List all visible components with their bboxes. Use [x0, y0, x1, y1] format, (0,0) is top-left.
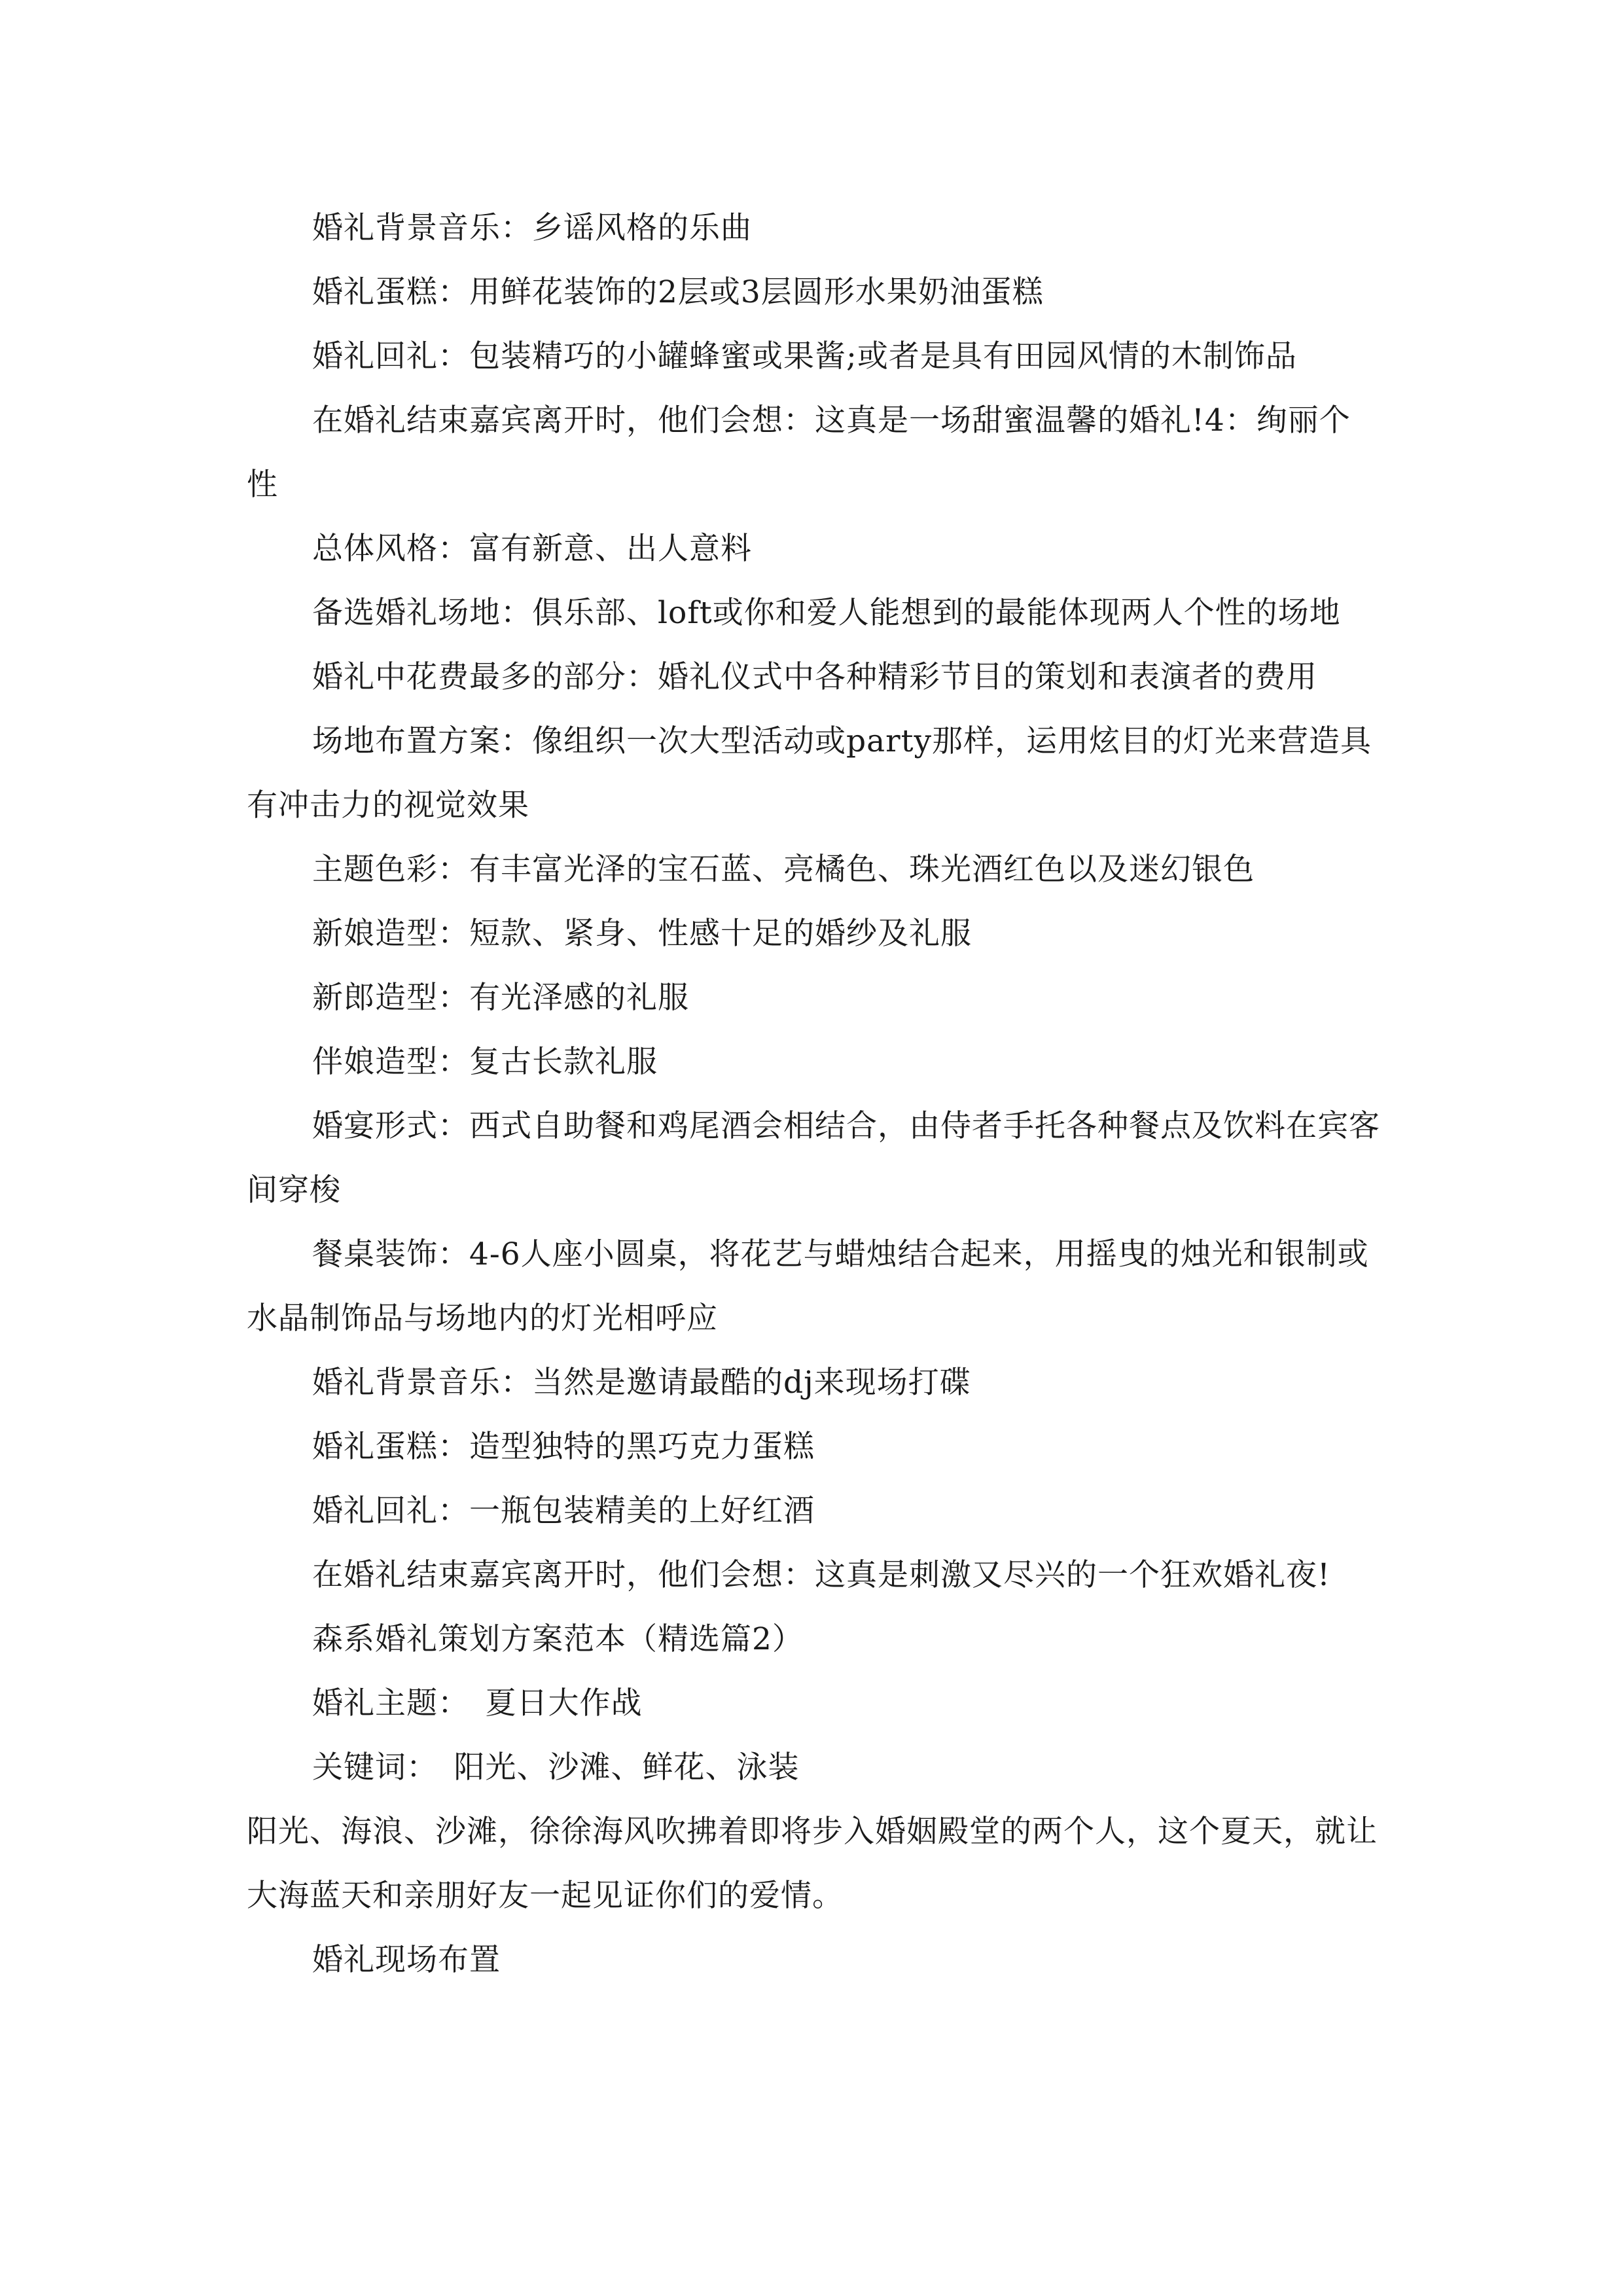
paragraph-bridesmaid-style: 伴娘造型：复古长款礼服	[312, 1044, 658, 1080]
paragraph-wedding-theme: 婚礼主题： 夏日大作战	[312, 1685, 643, 1721]
document-body	[247, 196, 1380, 1992]
paragraph-cake-chocolate: 婚礼蛋糕：造型独特的黑巧克力蛋糕	[312, 1429, 815, 1465]
paragraph-keywords: 关键词： 阳光、沙滩、鲜花、泳装	[312, 1749, 800, 1785]
paragraph-music-country: 婚礼背景音乐：乡谣风格的乐曲	[312, 210, 752, 246]
paragraph-gift-honey: 婚礼回礼：包装精巧的小罐蜂蜜或果酱;或者是具有田园风情的木制饰品	[312, 338, 1297, 374]
paragraph-venue-options: 备选婚礼场地：俱乐部、loft或你和爱人能想到的最能体现两人个性的场地	[312, 595, 1341, 631]
paragraph-intro-beach: 阳光、海浪、沙滩，徐徐海风吹拂着即将步入婚姻殿堂的两个人，这个夏天，就让大海蓝天和亲朋好友一起见证你们的爱情。	[247, 1814, 1378, 1914]
paragraph-bride-style: 新娘造型：短款、紧身、性感十足的婚纱及礼服	[312, 916, 972, 952]
paragraph-gift-wine: 婚礼回礼：一瓶包装精美的上好红酒	[312, 1493, 815, 1529]
section-heading: 森系婚礼策划方案范本（精选篇2）	[312, 1621, 804, 1657]
paragraph-guest-thought-sweet: 在婚礼结束嘉宾离开时，他们会想：这真是一场甜蜜温馨的婚礼!4：绚丽个性	[247, 403, 1351, 503]
paragraph-groom-style: 新郎造型：有光泽感的礼服	[312, 980, 689, 1016]
paragraph-cake-flowers: 婚礼蛋糕：用鲜花装饰的2层或3层圆形水果奶油蛋糕	[312, 274, 1044, 310]
paragraph-table-decoration: 餐桌装饰：4-6人座小圆桌，将花艺与蜡烛结合起来，用摇曳的烛光和银制或水晶制饰品与场地内的灯光相呼应	[247, 1236, 1369, 1336]
paragraph-venue-layout: 场地布置方案：像组织一次大型活动或party那样，运用炫目的灯光来营造具有冲击力的视觉效果	[247, 723, 1372, 823]
paragraph-music-dj: 婚礼背景音乐：当然是邀请最酷的dj来现场打碟	[312, 1365, 971, 1401]
paragraph-theme-colors: 主题色彩：有丰富光泽的宝石蓝、亮橘色、珠光酒红色以及迷幻银色	[312, 852, 1255, 888]
paragraph-main-cost: 婚礼中花费最多的部分：婚礼仪式中各种精彩节目的策划和表演者的费用	[312, 659, 1317, 695]
paragraph-guest-thought-party: 在婚礼结束嘉宾离开时，他们会想：这真是刺激又尽兴的一个狂欢婚礼夜!	[312, 1557, 1330, 1593]
paragraph-venue-setup-heading: 婚礼现场布置	[312, 1942, 501, 1978]
paragraph-banquet-format: 婚宴形式：西式自助餐和鸡尾酒会相结合，由侍者手托各种餐点及饮料在宾客间穿梭	[247, 1108, 1380, 1208]
paragraph-overall-style: 总体风格：富有新意、出人意料	[312, 531, 752, 567]
